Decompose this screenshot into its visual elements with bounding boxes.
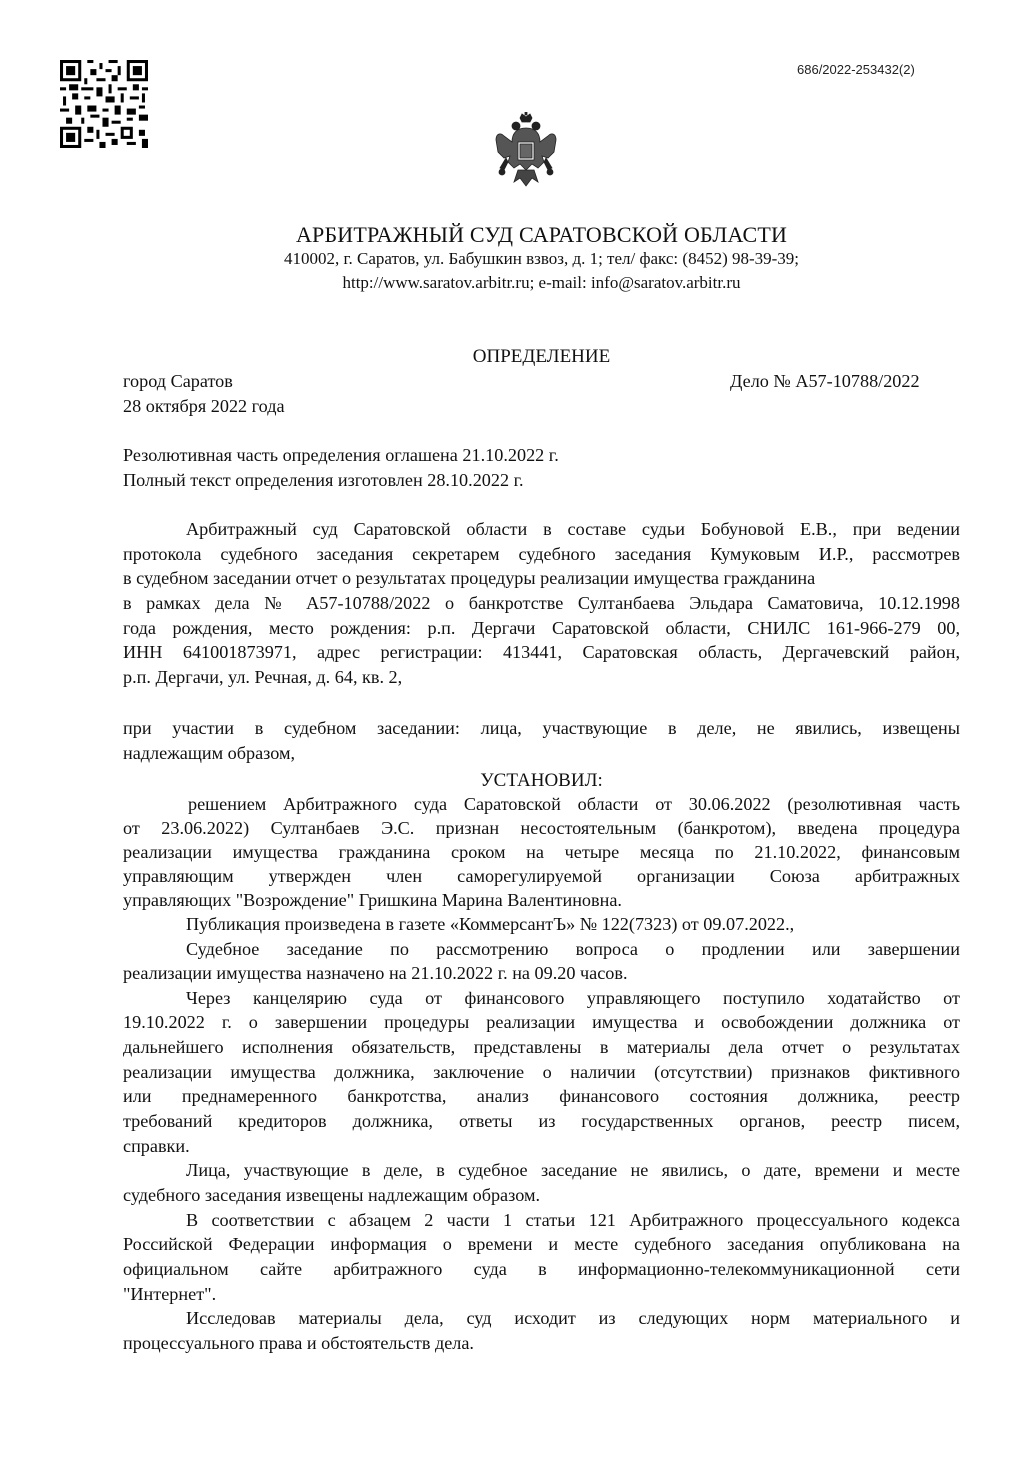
text-line: решением Арбитражного суда Саратовской области от 30.06.2022 (резолютивная часть <box>188 794 960 814</box>
text-line: реализации имущества гражданина сроком на четыре месяца по 21.10.2022, финансовым <box>123 842 960 862</box>
text-line: Арбитражный суд Саратовской области в составе судьи Бобуновой Е.В., при ведении <box>186 519 960 539</box>
text-line: 19.10.2022 г. о завершении процедуры реализации имущества и освобождении должника от <box>123 1012 960 1032</box>
text-line: Судебное заседание по рассмотрению вопроса о продлении или завершении <box>186 939 960 959</box>
text-line: или преднамеренного банкротства, анализ финансового состояния должника, реестр <box>123 1086 960 1106</box>
court-address: 410002, г. Саратов, ул. Бабушкин взвоз, д. 1; тел/ факс: (8452) 98-39-39; <box>283 249 800 268</box>
publication-paragraph: Публикация произведена в газете «КоммерсантЪ» № 122(7323) от 09.07.2022., <box>186 914 795 934</box>
text-line: Российской Федерации информация о времени и месте судебного заседания опубликована на <box>123 1234 960 1254</box>
text-line: справки. <box>123 1136 190 1156</box>
text-line: ИНН 641001873971, адрес регистрации: 413441, Саратовская область, Дергачевский район, <box>123 642 960 662</box>
text-line: Лица, участвующие в деле, в судебное заседание не явились, о дате, времени и месте <box>186 1160 960 1180</box>
text-line: реализации имущества должника, заключение о наличии (отсутствии) признаков фиктивного <box>123 1062 960 1082</box>
coat-of-arms-icon <box>494 112 558 188</box>
text-line: официальном сайте арбитражного суда в информационно-телекоммуникационной сети <box>123 1259 960 1279</box>
text-line: от 23.06.2022) Султанбаев Э.С. признан несостоятельным (банкротом), введена процедура <box>123 818 960 838</box>
text-line: управляющих "Возрождение" Гришкина Марина Валентиновна. <box>123 890 622 910</box>
text-line: требований кредиторов должника, ответы из государственных органов, реестр писем, <box>123 1111 960 1131</box>
qr-code-icon <box>60 60 148 148</box>
text-line: В соответствии с абзацем 2 части 1 статьи 121 Арбитражного процессуального кодекса <box>186 1210 960 1230</box>
text-line: управляющим утвержден член саморегулируемой организации Союза арбитражных <box>123 866 960 886</box>
section-heading: УСТАНОВИЛ: <box>480 770 603 791</box>
text-line: при участии в судебном заседании: лица, участвующие в деле, не явились, извещены <box>123 718 960 738</box>
text-line: года рождения, место рождения: р.п. Дергачи Саратовской области, СНИЛС 161-966-279 00, <box>123 618 960 638</box>
text-line: реализации имущества назначено на 21.10.2022 г. на 09.20 часов. <box>123 963 628 983</box>
text-line: протокола судебного заседания секретарем судебного заседания Кумуковым И.Р., рассмотрев <box>123 544 960 564</box>
court-contacts: http://www.saratov.arbitr.ru; e-mail: info@saratov.arbitr.ru <box>342 273 741 292</box>
city: город Саратов <box>123 371 233 391</box>
resolution-announced: Резолютивная часть определения оглашена 21.10.2022 г. <box>123 445 559 465</box>
document-date: 28 октября 2022 года <box>123 396 285 416</box>
case-number: Дело № А57-10788/2022 <box>730 371 920 391</box>
text-line: дальнейшего исполнения обязательств, представлены в материалы дела отчет о результатах <box>123 1037 960 1057</box>
text-line: "Интернет". <box>123 1284 217 1304</box>
text-line: судебного заседания извещены надлежащим образом. <box>123 1185 541 1205</box>
full-text-made: Полный текст определения изготовлен 28.10.2022 г. <box>123 470 524 490</box>
text-line: Исследовав материалы дела, суд исходит из следующих норм материального и <box>186 1308 960 1328</box>
document-number: 686/2022-253432(2) <box>797 62 915 77</box>
text-line: в судебном заседании отчет о результатах процедуры реализации имущества гражданина <box>123 568 816 588</box>
document-title: ОПРЕДЕЛЕНИЕ <box>472 346 611 367</box>
text-line: р.п. Дергачи, ул. Речная, д. 64, кв. 2, <box>123 667 403 687</box>
text-line: процессуального права и обстоятельств дела. <box>123 1333 474 1353</box>
text-line: в рамках дела № А57-10788/2022 о банкротстве Султанбаева Эльдара Саматовича, 10.12.1998 <box>123 593 960 613</box>
text-line: Через канцелярию суда от финансового управляющего поступило ходатайство от <box>186 988 960 1008</box>
court-name: АРБИТРАЖНЫЙ СУД САРАТОВСКОЙ ОБЛАСТИ <box>295 222 788 247</box>
text-line: надлежащим образом, <box>123 743 296 763</box>
